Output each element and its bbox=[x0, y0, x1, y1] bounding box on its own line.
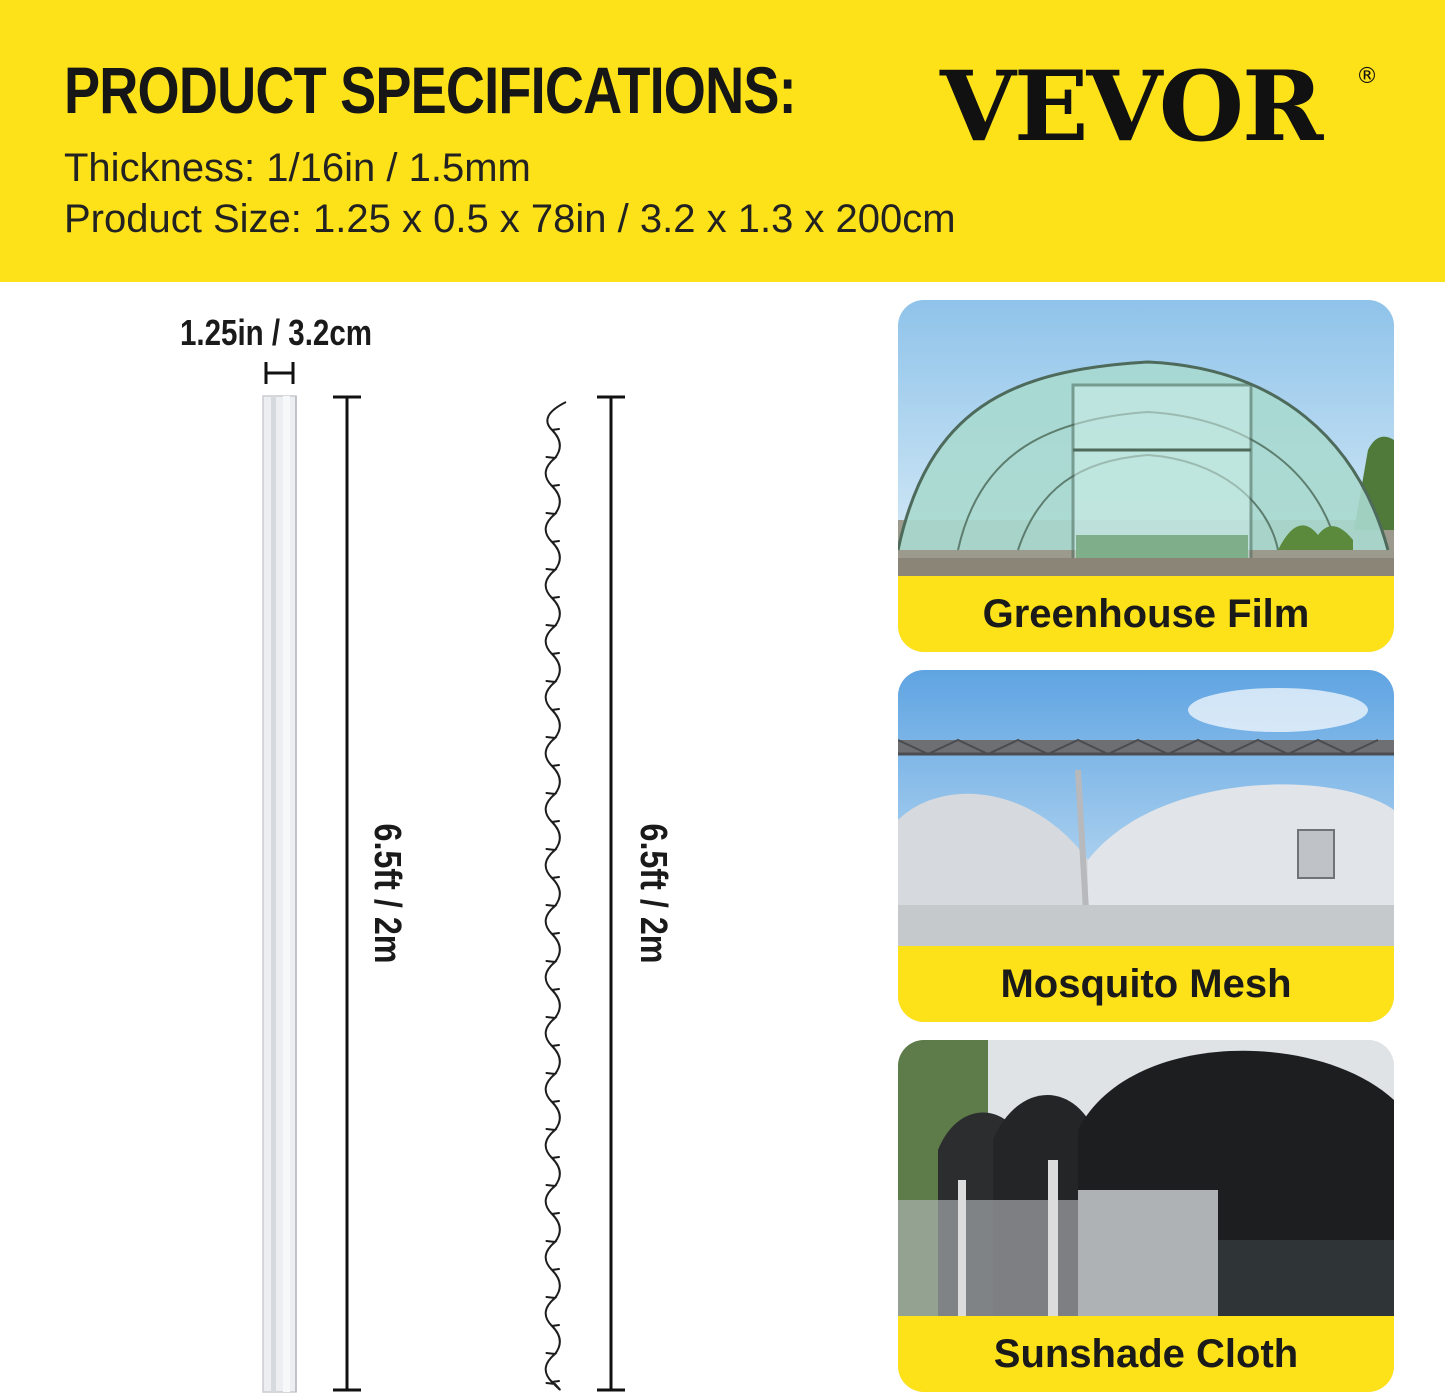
greenhouse-caption: Greenhouse Film bbox=[898, 576, 1394, 652]
wire-length-label: 6.5ft / 2m bbox=[631, 823, 674, 964]
mosquito-mesh-photo bbox=[898, 670, 1394, 946]
wire-length-bracket bbox=[597, 397, 625, 1390]
width-label: 1.25in / 3.2cm bbox=[180, 312, 372, 353]
size-spec: Product Size: 1.25 x 0.5 x 78in / 3.2 x 1.3 x 200cm bbox=[64, 197, 956, 241]
lock-channel-rod bbox=[263, 396, 296, 1392]
thickness-spec: Thickness: 1/16in / 1.5mm bbox=[64, 146, 531, 190]
application-card-greenhouse bbox=[898, 300, 1394, 652]
sunshade-cloth-caption: Sunshade Cloth bbox=[898, 1316, 1394, 1392]
channel-length-label: 6.5ft / 2m bbox=[365, 823, 408, 964]
application-card-sunshade bbox=[898, 1040, 1394, 1392]
specs-title: PRODUCT SPECIFICATIONS: bbox=[64, 53, 796, 127]
mosquito-mesh-caption: Mosquito Mesh bbox=[898, 946, 1394, 1022]
dimension-diagram bbox=[0, 282, 880, 1395]
wiggle-wire bbox=[546, 402, 566, 1390]
application-card-mosquito-mesh bbox=[898, 670, 1394, 1022]
registered-mark: ® bbox=[1356, 64, 1378, 89]
channel-length-bracket bbox=[333, 397, 361, 1390]
width-bracket bbox=[266, 362, 293, 384]
vevor-logo: VEVOR bbox=[940, 50, 1322, 163]
sunshade-cloth-photo bbox=[898, 1040, 1394, 1316]
spec-banner bbox=[0, 0, 1445, 282]
greenhouse-photo bbox=[898, 300, 1394, 576]
